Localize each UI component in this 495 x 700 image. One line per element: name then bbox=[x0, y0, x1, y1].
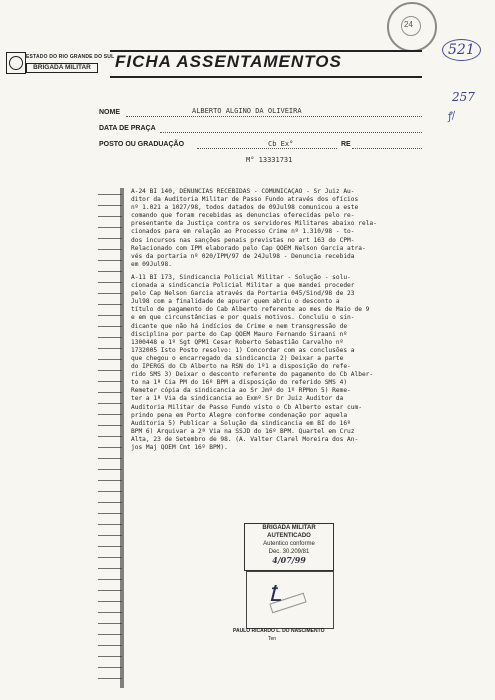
posto-label: POSTO OU GRADUAÇÃO bbox=[99, 141, 185, 148]
posto-line bbox=[197, 148, 337, 149]
entry-line: Alta, 23 de Setembro de 98. (A. Valter Clarel Moreira dos An- bbox=[131, 435, 359, 443]
round-stamp-number: 24 bbox=[404, 20, 413, 29]
entry-line: que chegou o encarregado da sindicancia 2) Deixar a parte bbox=[131, 354, 344, 362]
signature-mark: Ꝉ bbox=[268, 582, 281, 607]
state-seal-icon bbox=[9, 56, 23, 70]
entry-line: presentante da Justiça contra os servidores Militares abaixo rela- bbox=[131, 220, 377, 228]
re-line bbox=[352, 148, 422, 149]
entry-line: ter a 1ª Via da sindicancia ao Exmº Sr Dr Juiz Auditor da bbox=[131, 395, 344, 403]
entry-line: Jul98 com a finalidade de apurar quem abriu o desconto a bbox=[131, 298, 340, 306]
entry-line: 1732005 Isto Posto resolvo: 1) Concordar com as conclusões a bbox=[131, 346, 355, 354]
entry-line: Relacionado com IPM elaborado pelo Cap QOEM Nelson Garcia atra- bbox=[131, 244, 366, 252]
entry-line: jos Maj QOEM Cmt 16º BPM). bbox=[131, 443, 228, 451]
entry-line: Auditoria Militar de Passo Fundo visto o Cb Alberto estar cum- bbox=[131, 403, 362, 411]
stamp-authenticated: AUTENTICADO bbox=[267, 533, 311, 539]
entry-paragraph-2 bbox=[131, 274, 439, 452]
entry-line: to na 1ª Cia PM do 16º BPM a disposição do referido SMS 4) bbox=[131, 379, 348, 387]
binding-stripes bbox=[98, 188, 122, 688]
org-line: ESTADO DO RIO GRANDE DO SUL bbox=[26, 54, 115, 60]
posto-value: Cb Ex° bbox=[268, 140, 294, 148]
stamp-date: 4/07/99 bbox=[272, 555, 306, 565]
entry-line: Auditoria 5) Publicar a Solução da sindicancia em BI do 16º bbox=[131, 419, 351, 427]
entry-line: título de pagamento do Cab Alberto referente ao mes de Maio de 9 bbox=[131, 306, 370, 314]
binding-edge bbox=[120, 188, 124, 688]
stamp-brigade: BRIGADA MILITAR bbox=[262, 525, 316, 531]
entry-line: 1300448 e 1º Sgt QPM1 Cesar Roberto Sebastião Carvalho nº bbox=[131, 338, 344, 346]
entry-line: BPM 6) Arquivar a 2ª Via na SSJD do 16º BPM. Quartel em Cruz bbox=[131, 427, 355, 435]
entry-line: nº 1.021 a 1027/98, todos datados de 09Jul98 comunicou a este bbox=[131, 204, 359, 212]
stamp-autentico: Autentico conforme bbox=[263, 541, 315, 547]
entry-line: comando que foram recebidas as denuncias oferecidas pelo re- bbox=[131, 212, 355, 220]
entry-line: e em que circunstâncias e por quais motivos. Concluiu o sin- bbox=[131, 314, 355, 322]
entry-line: cionados para em relação ao Processo Crime nº 1.310/98 - to- bbox=[131, 228, 355, 236]
handwritten-initials: ꝭ/ bbox=[446, 110, 457, 123]
entry-line: A-11 BI 173, Sindicancia Policial Militar - Solução - solu- bbox=[131, 274, 351, 281]
entry-line: em 09Jul98. bbox=[131, 260, 172, 268]
entry-line: dos incursos nas sanções penais previstas no art 163 do CPM- bbox=[131, 236, 355, 244]
handwritten-page-circled: 521 bbox=[442, 39, 481, 61]
stamp-decree: Dec. 30.209/81 bbox=[268, 549, 310, 555]
nome-value: ALBERTO ALGINO DA OLIVEIRA bbox=[192, 107, 302, 115]
handwritten-page-number bbox=[442, 42, 481, 58]
entry-line: cionada a sindicancia Policial Militar a que mandei proceder bbox=[131, 282, 355, 290]
entry-line: disciplina por parte do Cap QOEM Mauro Fernando Siraani nº bbox=[131, 330, 348, 338]
entry-line: vés da portaria nº 020/IPM/97 de 24Jul98 - Denuncia recebida bbox=[131, 252, 355, 260]
entry-line: pelo Cap Nelson Garcia através da Portaria 045/Sind/98 de 23 bbox=[131, 290, 355, 298]
entry-line: do IPERGS do Cb Alberto na RSN do 1º1 a disposição do refe- bbox=[131, 363, 351, 371]
entry-paragraph-1 bbox=[131, 188, 439, 269]
re-label: RE bbox=[341, 141, 351, 148]
matricula-value: M° 13331731 bbox=[246, 156, 293, 164]
officer-name: PAULO RICARDO L. DO NASCIMENTO bbox=[233, 628, 325, 634]
entry-line: dicante que não há indícios de Crime e nem transgressão de bbox=[131, 322, 348, 330]
brigade-label: BRIGADA MILITAR bbox=[26, 63, 98, 73]
brigade-stamp bbox=[244, 523, 334, 571]
handwritten-ref: 257 bbox=[452, 90, 475, 104]
nome-line bbox=[126, 116, 422, 117]
entry-line: A-24 BI 140, DENUNCIAS RECEBIDAS - COMUNICAÇÃO - Sr Juiz Au- bbox=[131, 188, 355, 195]
data-praca-label: DATA DE PRAÇA bbox=[99, 125, 156, 132]
entry-line: ditor da Auditoria Militar de Passo Fundo através dos ofícios bbox=[131, 196, 359, 204]
nome-label: NOME bbox=[99, 109, 120, 116]
officer-rank: Ten bbox=[268, 636, 277, 642]
entry-line: prindo pena em Porto Alegre conforme condenação por aquela bbox=[131, 411, 348, 419]
data-praca-line bbox=[160, 132, 422, 133]
page-title: FICHA ASSENTAMENTOS bbox=[115, 52, 342, 71]
entry-line: Remeter cópia da sindicancia ao Sr Jmº do 1º RPMon 5) Reme- bbox=[131, 387, 351, 395]
entry-line: rido SMS 3) Deixar o desconto referente do pagamento do Cb Alber- bbox=[131, 371, 374, 379]
